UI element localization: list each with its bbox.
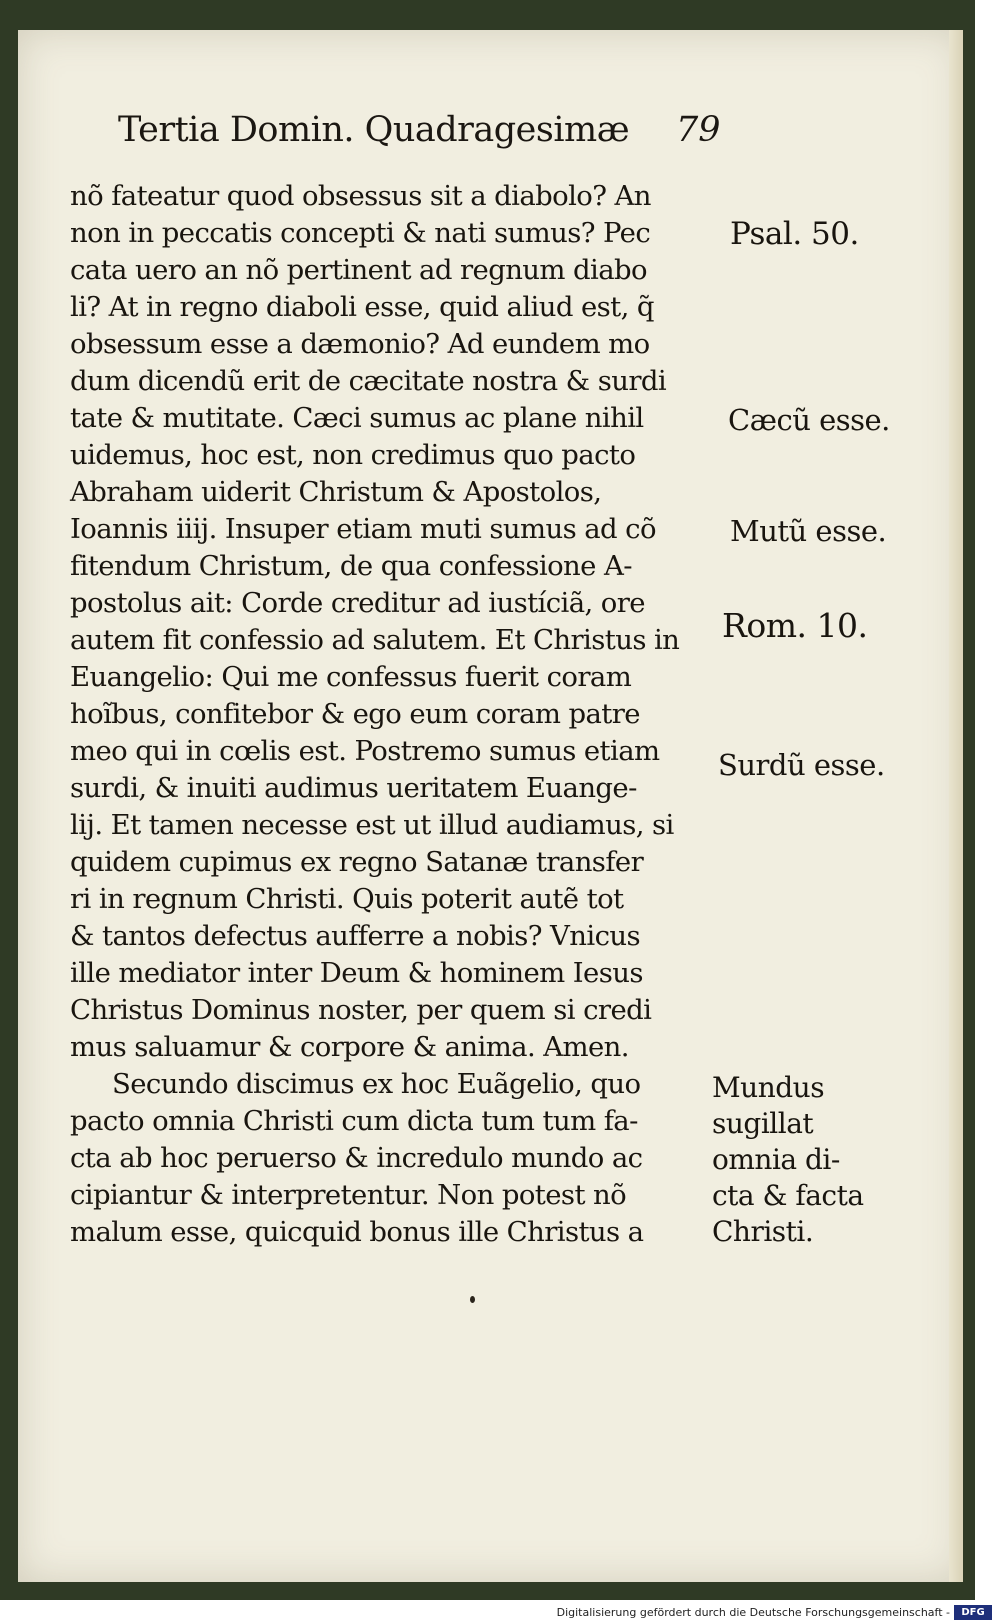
running-title: Tertia Domin. Quadragesimæ — [118, 110, 630, 150]
text-line: surdi, & inuiti audimus ueritatem Euange- — [70, 772, 637, 804]
text-line: dum dicendũ erit de cæcitate nostra & surdi — [70, 365, 667, 397]
margin-note-line: omnia di- — [712, 1143, 840, 1176]
text-line: Christus Dominus noster, per quem si credi — [70, 994, 652, 1026]
page-edge — [949, 30, 963, 1582]
folio-number: 79 — [676, 110, 721, 150]
text-line: Ioannis iiij. Insuper etiam muti sumus ad cõ — [70, 513, 656, 545]
text-line: ri in regnum Christi. Quis poterit autẽ tot — [70, 883, 624, 915]
text-line: postolus ait: Corde creditur ad iustíciã, ore — [70, 587, 645, 619]
text-line: Euangelio: Qui me confessus fuerit coram — [70, 661, 632, 693]
margin-note-mundus — [712, 1070, 912, 1250]
page-header — [118, 110, 738, 160]
margin-note-caecum: Cæcũ esse. — [728, 403, 890, 437]
margin-note-mutum: Mutũ esse. — [730, 514, 887, 548]
text-line: pacto omnia Christi cum dicta tum tum fa- — [70, 1105, 638, 1137]
text-line: non in peccatis concepti & nati sumus? Pec — [70, 217, 651, 249]
margin-note-line: sugillat — [712, 1107, 814, 1140]
text-line: cata uero an nõ pertinent ad regnum diabo — [70, 254, 647, 286]
text-line: nõ fateatur quod obsessus sit a diabolo? An — [70, 180, 651, 212]
text-line: ille mediator inter Deum & hominem Iesus — [70, 957, 643, 989]
text-line: & tantos defectus aufferre a nobis? Vnicus — [70, 920, 641, 952]
paragraph-start-line: Secundo discimus ex hoc Euãgelio, quo — [112, 1068, 641, 1100]
main-text-column — [70, 178, 730, 1251]
text-line: cipiantur & interpretentur. Non potest nõ — [70, 1179, 627, 1211]
text-line: Abraham uiderit Christum & Apostolos, — [70, 476, 602, 508]
text-line: obsessum esse a dæmonio? Ad eundem mo — [70, 328, 650, 360]
margin-note-rom: Rom. 10. — [722, 606, 868, 645]
text-line: autem fit confessio ad salutem. Et Christus in — [70, 624, 680, 656]
margin-note-line: cta & facta — [712, 1179, 864, 1212]
text-line: meo qui in cœlis est. Postremo sumus etiam — [70, 735, 660, 767]
text-line: hoĩbus, confitebor & ego eum coram patre — [70, 698, 640, 730]
dfg-logo: DFG — [954, 1605, 992, 1620]
text-line: malum esse, quicquid bonus ille Christus a — [70, 1216, 644, 1248]
margin-note-psal: Psal. 50. — [730, 216, 859, 252]
text-line: fitendum Christum, de qua confessione A- — [70, 550, 632, 582]
margin-note-line: Mundus — [712, 1071, 825, 1104]
text-line: quidem cupimus ex regno Satanæ transfer — [70, 846, 644, 878]
text-line: uidemus, hoc est, non credimus quo pacto — [70, 439, 636, 471]
margin-note-surdum: Surdũ esse. — [718, 748, 885, 782]
text-line: li? At in regno diaboli esse, quid aliud est, q̃ — [70, 291, 654, 323]
text-line: cta ab hoc peruerso & incredulo mundo ac — [70, 1142, 643, 1174]
digitization-credit: Digitalisierung gefördert durch die Deutsche Forschungsgemeinschaft - — [556, 1606, 950, 1619]
text-line: lij. Et tamen necesse est ut illud audiamus, si — [70, 809, 674, 841]
text-line: mus saluamur & corpore & anima. Amen. — [70, 1031, 629, 1063]
ink-speck — [470, 1296, 475, 1303]
margin-note-line: Christi. — [712, 1215, 814, 1248]
text-line: tate & mutitate. Cæci sumus ac plane nihil — [70, 402, 644, 434]
